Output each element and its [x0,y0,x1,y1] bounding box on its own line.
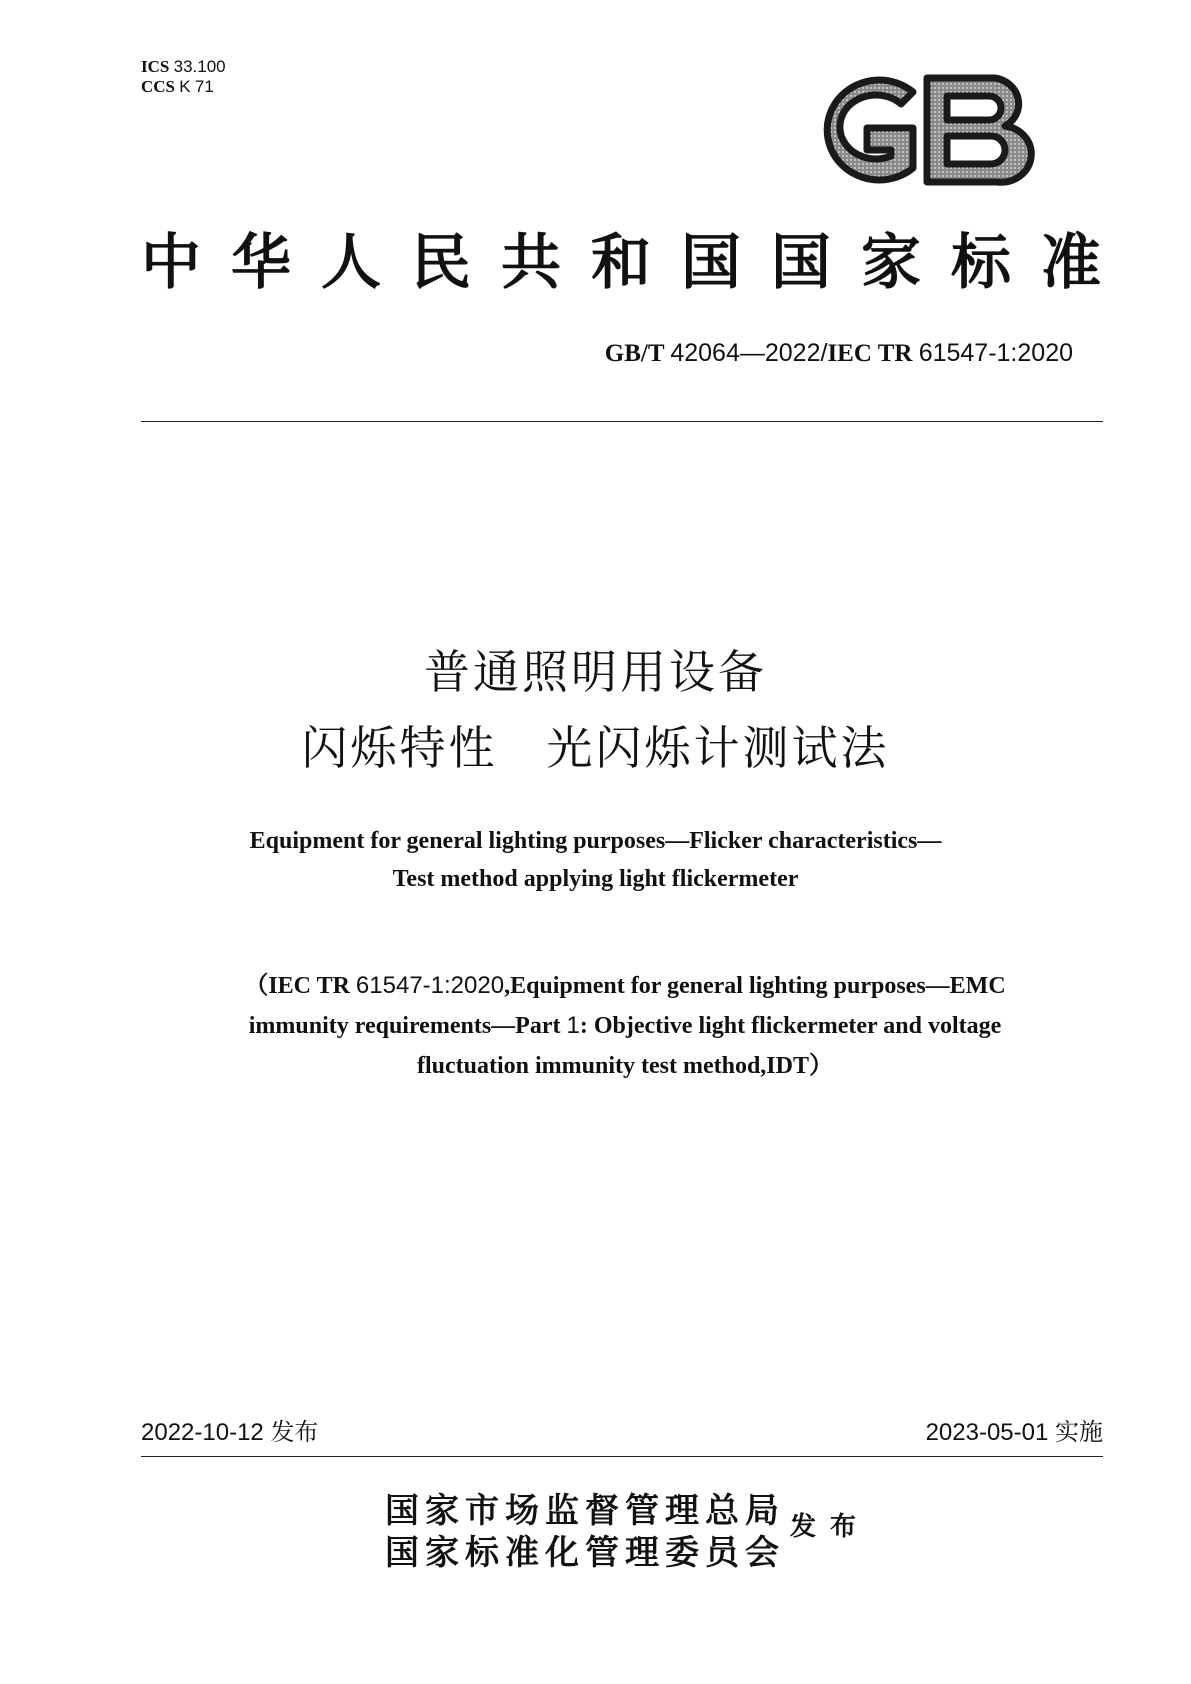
issuer-sac: 国家标准化管理委员会 [385,1533,785,1573]
gb-logo [805,70,1040,190]
implementation-date: 2023-05-01 实施 [925,1418,1103,1446]
issue-date: 2022-10-12 发布 [141,1418,319,1446]
issuing-organizations [385,1490,785,1574]
adoption-line3: fluctuation immunity test method,IDT） [416,1053,833,1079]
ccs-code: CCS K 71 [141,77,214,96]
classification-codes [141,57,226,97]
publish-label: 发布 [790,1512,871,1542]
adoption-line2: immunity requirements—Part 1: Objective light flickermeter and voltage [248,1012,1002,1039]
adoption-line1: （IEC TR 61547-1:2020,Equipment for general lighting purposes—EMC [244,972,1006,999]
ics-code: ICS 33.100 [141,57,226,76]
title-en-line2: Test method applying light flickermeter [392,866,799,892]
title-en-line1: Equipment for general lighting purposes—Flicker characteristics— [249,828,942,854]
title-cn-line2: 闪烁特性 光闪烁计测试法 [301,721,890,775]
standard-number: GB/T 42064—2022/IEC TR 61547-1:2020 [604,339,1073,367]
top-divider [141,421,1103,422]
bottom-divider [141,1456,1103,1457]
title-cn-line1: 普通照明用设备 [424,645,767,699]
national-standard-title: 中华人民共和国国家标准 [141,228,1103,298]
issuer-samr: 国家市场监督管理总局 [385,1491,785,1531]
